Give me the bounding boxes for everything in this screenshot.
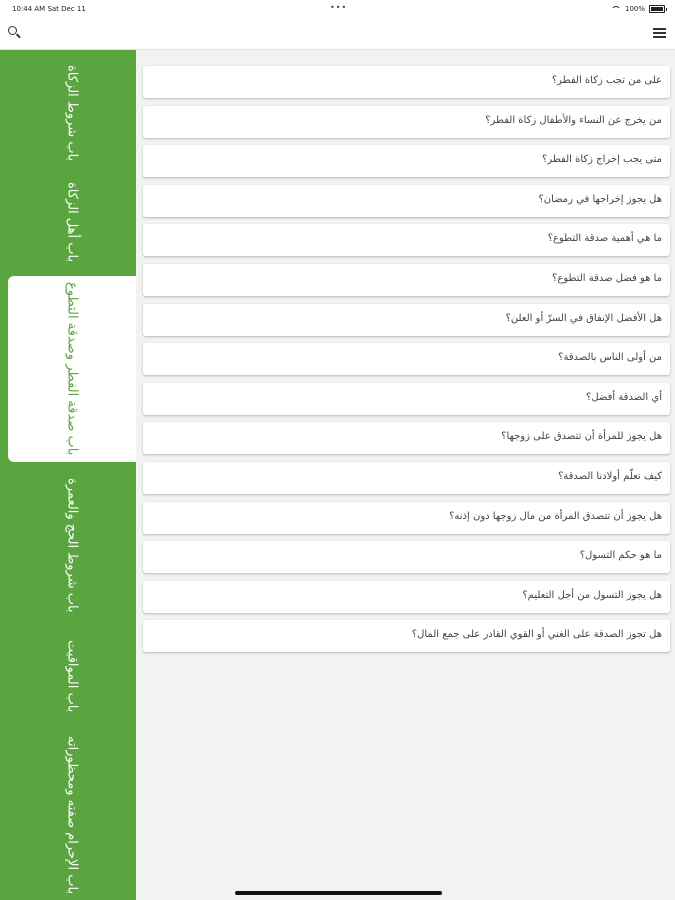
list-item[interactable] [143, 541, 670, 573]
status-bar [0, 0, 675, 18]
list-item[interactable] [143, 66, 670, 98]
sidebar-item-sadaqa[interactable] [8, 276, 136, 462]
list-item[interactable] [143, 264, 670, 296]
list-item[interactable] [143, 145, 670, 177]
question-text: ما هو حكم التسول؟ [579, 550, 662, 562]
list-item[interactable] [143, 224, 670, 256]
search-icon[interactable] [8, 26, 22, 40]
sidebar-item-miqat[interactable] [8, 622, 136, 730]
list-item[interactable] [143, 581, 670, 613]
sidebar [0, 50, 136, 900]
battery-percent: 100% [624, 5, 645, 13]
sidebar-item-label: باب صدقة الفطر وصدقة التطوع [64, 282, 80, 456]
list-item[interactable] [143, 620, 670, 652]
questions-list [143, 66, 670, 660]
hamburger-menu-icon[interactable] [653, 27, 666, 38]
question-text: كيف نعلّم أولادنا الصدقة؟ [557, 470, 662, 482]
question-text: من أولى الناس بالصدقة؟ [558, 352, 662, 364]
sidebar-item-hajj-conditions[interactable] [8, 470, 136, 620]
sidebar-item-label: باب المواقيت [64, 639, 80, 713]
question-text: هل تجوز الصدقة على الغني أو القوي القادر على جمع المال؟ [411, 629, 662, 641]
home-indicator[interactable] [235, 891, 442, 895]
sidebar-item-zakat-recipients[interactable] [8, 170, 136, 274]
question-text: أي الصدقة أفضل؟ [586, 391, 662, 403]
list-item[interactable] [143, 383, 670, 415]
sidebar-item-label: باب شروط الزكاة [64, 64, 80, 162]
sidebar-item-label: باب شروط الحج والعمرة [64, 477, 80, 613]
question-text: هل يجوز إخراجها في رمضان؟ [538, 193, 662, 205]
list-item[interactable] [143, 343, 670, 375]
question-text: من يخرج عن النساء والأطفال زكاة الفطر؟ [485, 114, 662, 126]
question-text: ما هي أهمية صدقة التطوع؟ [547, 233, 662, 245]
list-item[interactable] [143, 185, 670, 217]
question-text: ما هو فضل صدقة التطوع؟ [552, 272, 662, 284]
list-item[interactable] [143, 106, 670, 138]
question-text: هل يجوز للمرأة أن تتصدق على زوجها؟ [501, 431, 662, 443]
question-text: هل يجوز أن تتصدق المرأة من مال زوجها دون إذنه؟ [449, 510, 662, 522]
sidebar-item-zakat-conditions[interactable] [8, 56, 136, 170]
sidebar-item-label: باب أهل الزكاة [64, 181, 80, 263]
multitasking-dots-icon[interactable]: ••• [330, 3, 348, 12]
question-text: على من تجب زكاة الفطر؟ [551, 75, 662, 86]
question-text: هل الأفضل الإنفاق في السرّ أو العلن؟ [505, 312, 662, 324]
battery-icon [649, 5, 665, 13]
sidebar-item-label: باب الإحرام صفته ومحظوراته [64, 735, 80, 895]
sidebar-item-ihram[interactable] [8, 732, 136, 898]
wifi-icon [611, 6, 621, 16]
status-time: 10:44 AM Sat Dec 11 [12, 5, 86, 13]
list-item[interactable] [143, 422, 670, 454]
list-item[interactable] [143, 462, 670, 494]
top-toolbar [0, 18, 675, 50]
question-text: هل يجوز التسول من أجل التعليم؟ [522, 589, 662, 601]
status-right [611, 4, 665, 14]
list-item[interactable] [143, 304, 670, 336]
question-text: متى يجب إخراج زكاة الفطر؟ [542, 154, 662, 166]
list-item[interactable] [143, 502, 670, 534]
